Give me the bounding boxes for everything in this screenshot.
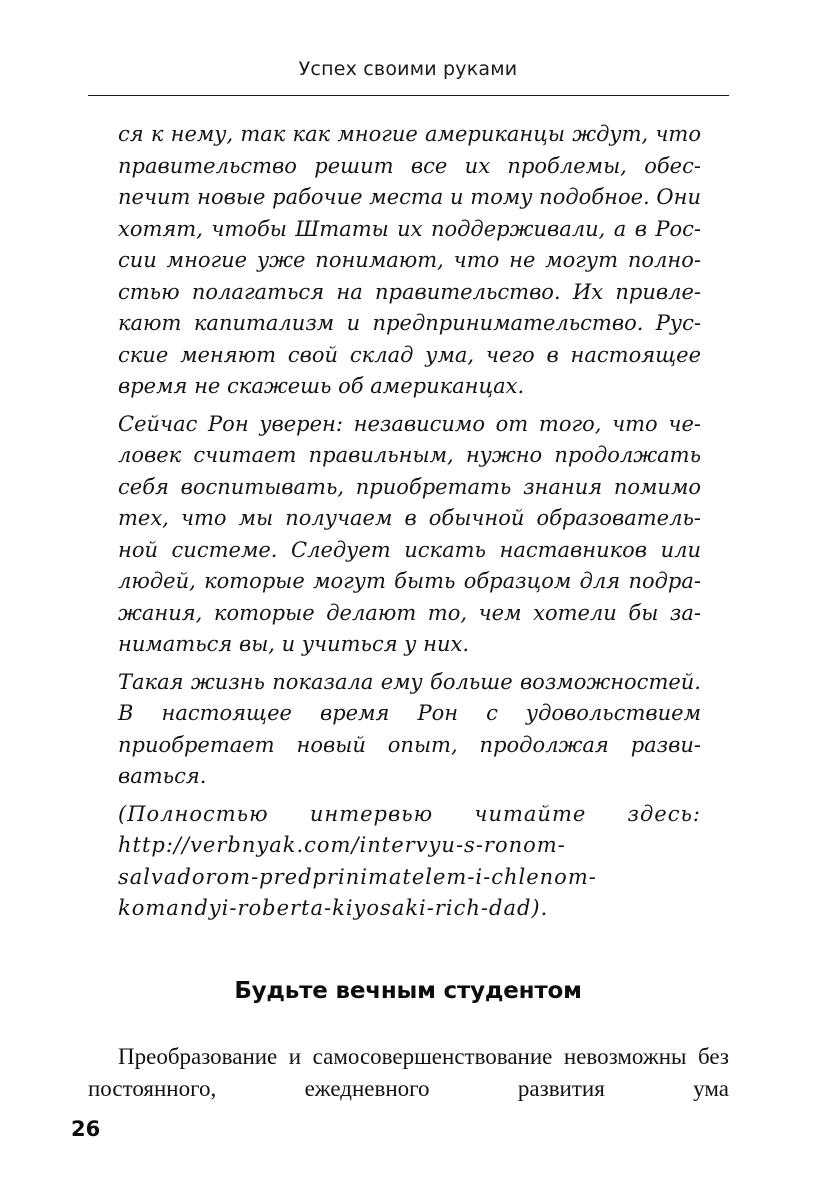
page-number: 26 — [71, 1117, 101, 1141]
section-heading: Будьте вечным студентом — [234, 978, 582, 1004]
quote-source-link: (Полностью интервью читайте здесь: http://verbnyak.com/intervyu-s-ronom-salvadorom-predprinimatelem-i-chlenom-komandyi-roberta-kiyosaki-rich-dad). — [118, 801, 701, 920]
interview-quote-block — [118, 119, 701, 931]
section-body — [88, 1041, 729, 1105]
header-rule — [88, 95, 729, 96]
quote-paragraph: ся к нему, так как многие американцы ждут, что правительство решит все их проблемы, обеспечит новые рабочие места и тому подобное. Они хотят, чтобы Штаты их поддерживали, а в России многие уже понимают, что не могут полностью полагаться на правительство. Их привлекают капитализм и предпринимательство. Русские меняют свой склад ума, чего в настоящее время не скажешь об американцах. — [118, 122, 701, 398]
body-paragraph: Преобразование и самосовершенствование невозможны без постоянного, ежедневного развития ума — [88, 1044, 729, 1101]
running-title: Успех своими руками — [298, 58, 518, 80]
quote-paragraph: Сейчас Рон уверен: независимо от того, что человек считает правильным, нужно продолжать себя воспитывать, приобретать знания помимо тех, что мы получаем в обычной образовательной системе. Следует искать наставников или людей, которые могут быть образцом для подражания, которые делают то, чем хотели бы заниматься вы, и учиться у них. — [118, 411, 701, 656]
quote-paragraph: Такая жизнь показала ему больше возможностей. В настоящее время Рон с удовольствием приобретает новый опыт, продолжая развиваться. — [118, 669, 701, 788]
